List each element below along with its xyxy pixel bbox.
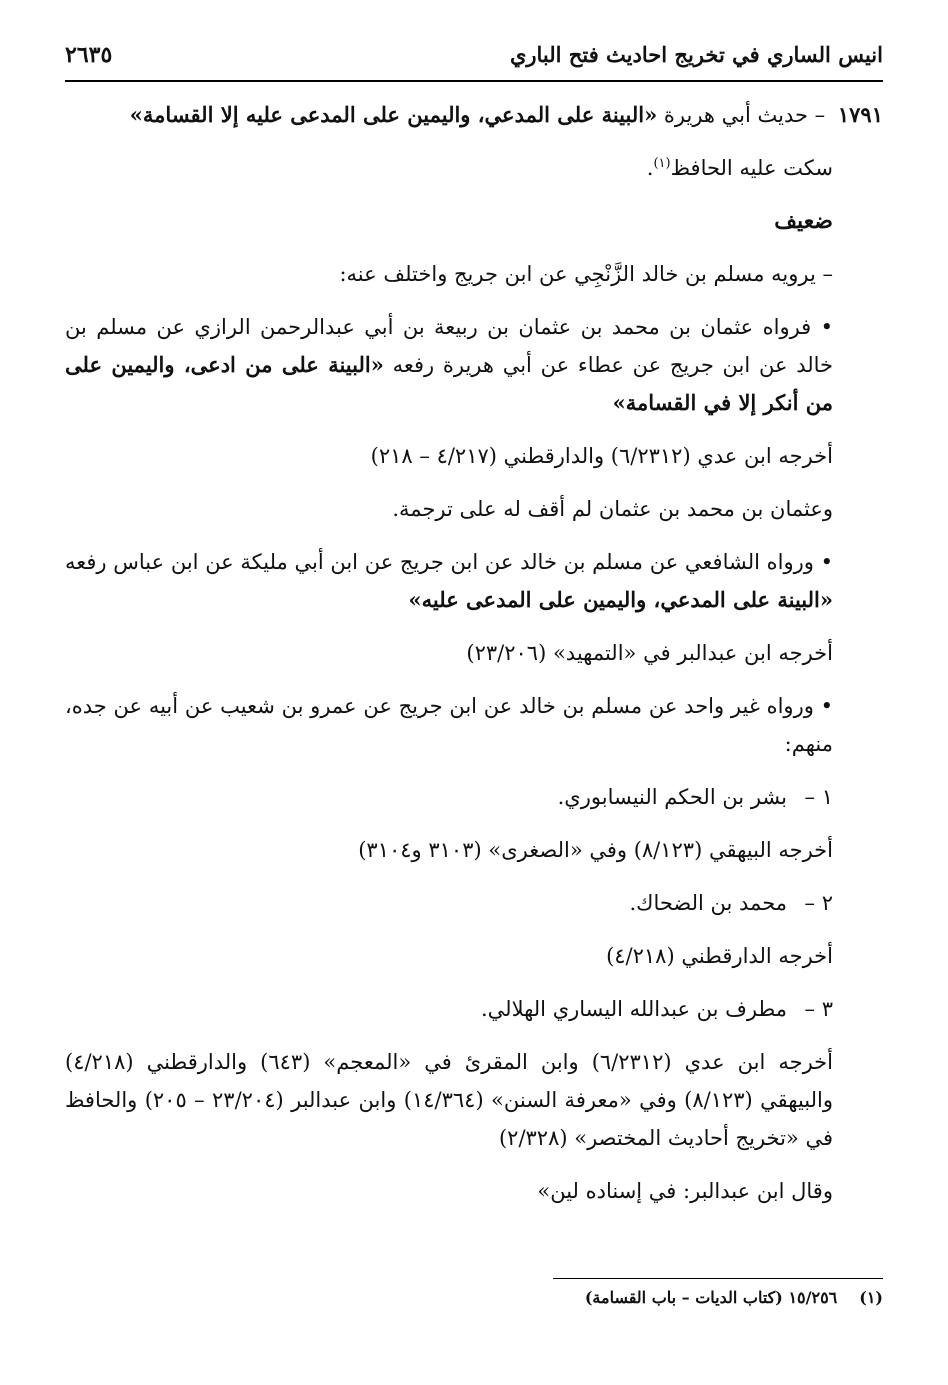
shafii-chain: • ورواه الشافعي عن مسلم بن خالد عن ابن جريج عن ابن أبي مليكة عن ابن عباس رفعه bbox=[65, 550, 833, 574]
paragraph-others: • ورواه غير واحد عن مسلم بن خالد عن ابن جريج عن عمرو بن شعيب عن أبيه عن جده، منهم: bbox=[65, 694, 833, 756]
takhrij-ibn-abdulbarr: أخرجه ابن عبدالبر في «التمهيد» (٢٣/٢٠٦) bbox=[466, 641, 833, 665]
footnote-ref: (١) bbox=[653, 156, 671, 171]
hafiz-silence: سكت عليه الحافظ bbox=[670, 156, 833, 180]
uthman-matn: «البينة على من ادعى، واليمين على من أنكر إلا في القسامة» bbox=[65, 352, 833, 415]
narrator-3-number: ٣ – bbox=[804, 997, 833, 1021]
footnote bbox=[65, 1285, 883, 1311]
uthman-chain: • فرواه عثمان بن محمد بن عثمان بن ربيعة بن أبي عبدالرحمن الرازي عن مسلم بن خالد عن ابن جريج عن عطاء عن أبي هريرة رفعه bbox=[65, 315, 833, 377]
footnote-number: (١) bbox=[859, 1288, 883, 1307]
running-header bbox=[65, 42, 883, 74]
silence-period: . bbox=[646, 156, 654, 180]
grade-heading: ضعيف bbox=[774, 208, 833, 234]
book-title: انيس الساري في تخريج احاديث فتح الباري bbox=[509, 42, 883, 67]
paragraph-shafii bbox=[65, 543, 883, 619]
narrator-1-number: ١ – bbox=[804, 785, 833, 809]
narrator-2-name: محمد بن الضحاك. bbox=[629, 891, 787, 915]
narrator-2-number: ٢ – bbox=[804, 891, 833, 915]
hafiz-silence-line bbox=[65, 149, 883, 187]
main-text bbox=[65, 96, 883, 1225]
narrator-3-name: مطرف بن عبدالله اليساري الهلالي. bbox=[481, 997, 787, 1021]
narrator-1-takhrij: أخرجه البيهقي (٨/١٢٣) وفي «الصغرى» (٣١٠٣ و٣١٠٤) bbox=[358, 838, 833, 862]
narrator-3 bbox=[65, 990, 883, 1028]
narrator-1 bbox=[65, 778, 883, 816]
page-number: ٢٦٣٥ bbox=[65, 42, 113, 68]
hadith-intro: – حديث أبي هريرة bbox=[663, 103, 826, 127]
narrator-2-takhrij: أخرجه الدارقطني (٤/٢١٨) bbox=[606, 944, 833, 968]
paragraph-intro: – يرويه مسلم بن خالد الزَّنْجِي عن ابن جريج واختلف عنه: bbox=[339, 262, 833, 286]
narrator-1-name: بشر بن الحكم النيسابوري. bbox=[557, 785, 787, 809]
ibn-abdulbarr-quote: وقال ابن عبدالبر: في إسناده لين» bbox=[537, 1179, 833, 1203]
footnote-rule bbox=[553, 1278, 883, 1279]
final-takhrij: أخرجه ابن عدي (٦/٢٣١٢) وابن المقرئ في «المعجم» (٦٤٣) والدارقطني (٤/٢١٨) والبيهقي (٨/١٢٣) وفي «معرفة السنن» (١٤/٣٦٤) وابن عبدالبر (٢٣/٢٠٤ – ٢٠٥) والحافظ في «تخريج أحاديث المختصر» (٢/٣٢٨) bbox=[65, 1050, 833, 1150]
header-rule bbox=[65, 80, 883, 82]
takhrij-ibn-adi: أخرجه ابن عدي (٦/٢٣١٢) والدارقطني (٤/٢١٧ – ٢١٨) bbox=[370, 444, 833, 468]
hadith-entry bbox=[65, 96, 883, 134]
paragraph-uthman bbox=[65, 308, 883, 422]
hadith-text: «البينة على المدعي، واليمين على المدعى عليه إلا القسامة» bbox=[129, 102, 658, 127]
hadith-number: ١٧٩١ bbox=[837, 102, 883, 127]
footnote-text: ١٥/٢٥٦ (كتاب الديات – باب القسامة) bbox=[584, 1288, 838, 1307]
note-uthman: وعثمان بن محمد بن عثمان لم أقف له على ترجمة. bbox=[392, 497, 833, 521]
narrator-2 bbox=[65, 884, 883, 922]
shafii-matn: «البينة على المدعي، واليمين على المدعى عليه» bbox=[408, 587, 833, 612]
